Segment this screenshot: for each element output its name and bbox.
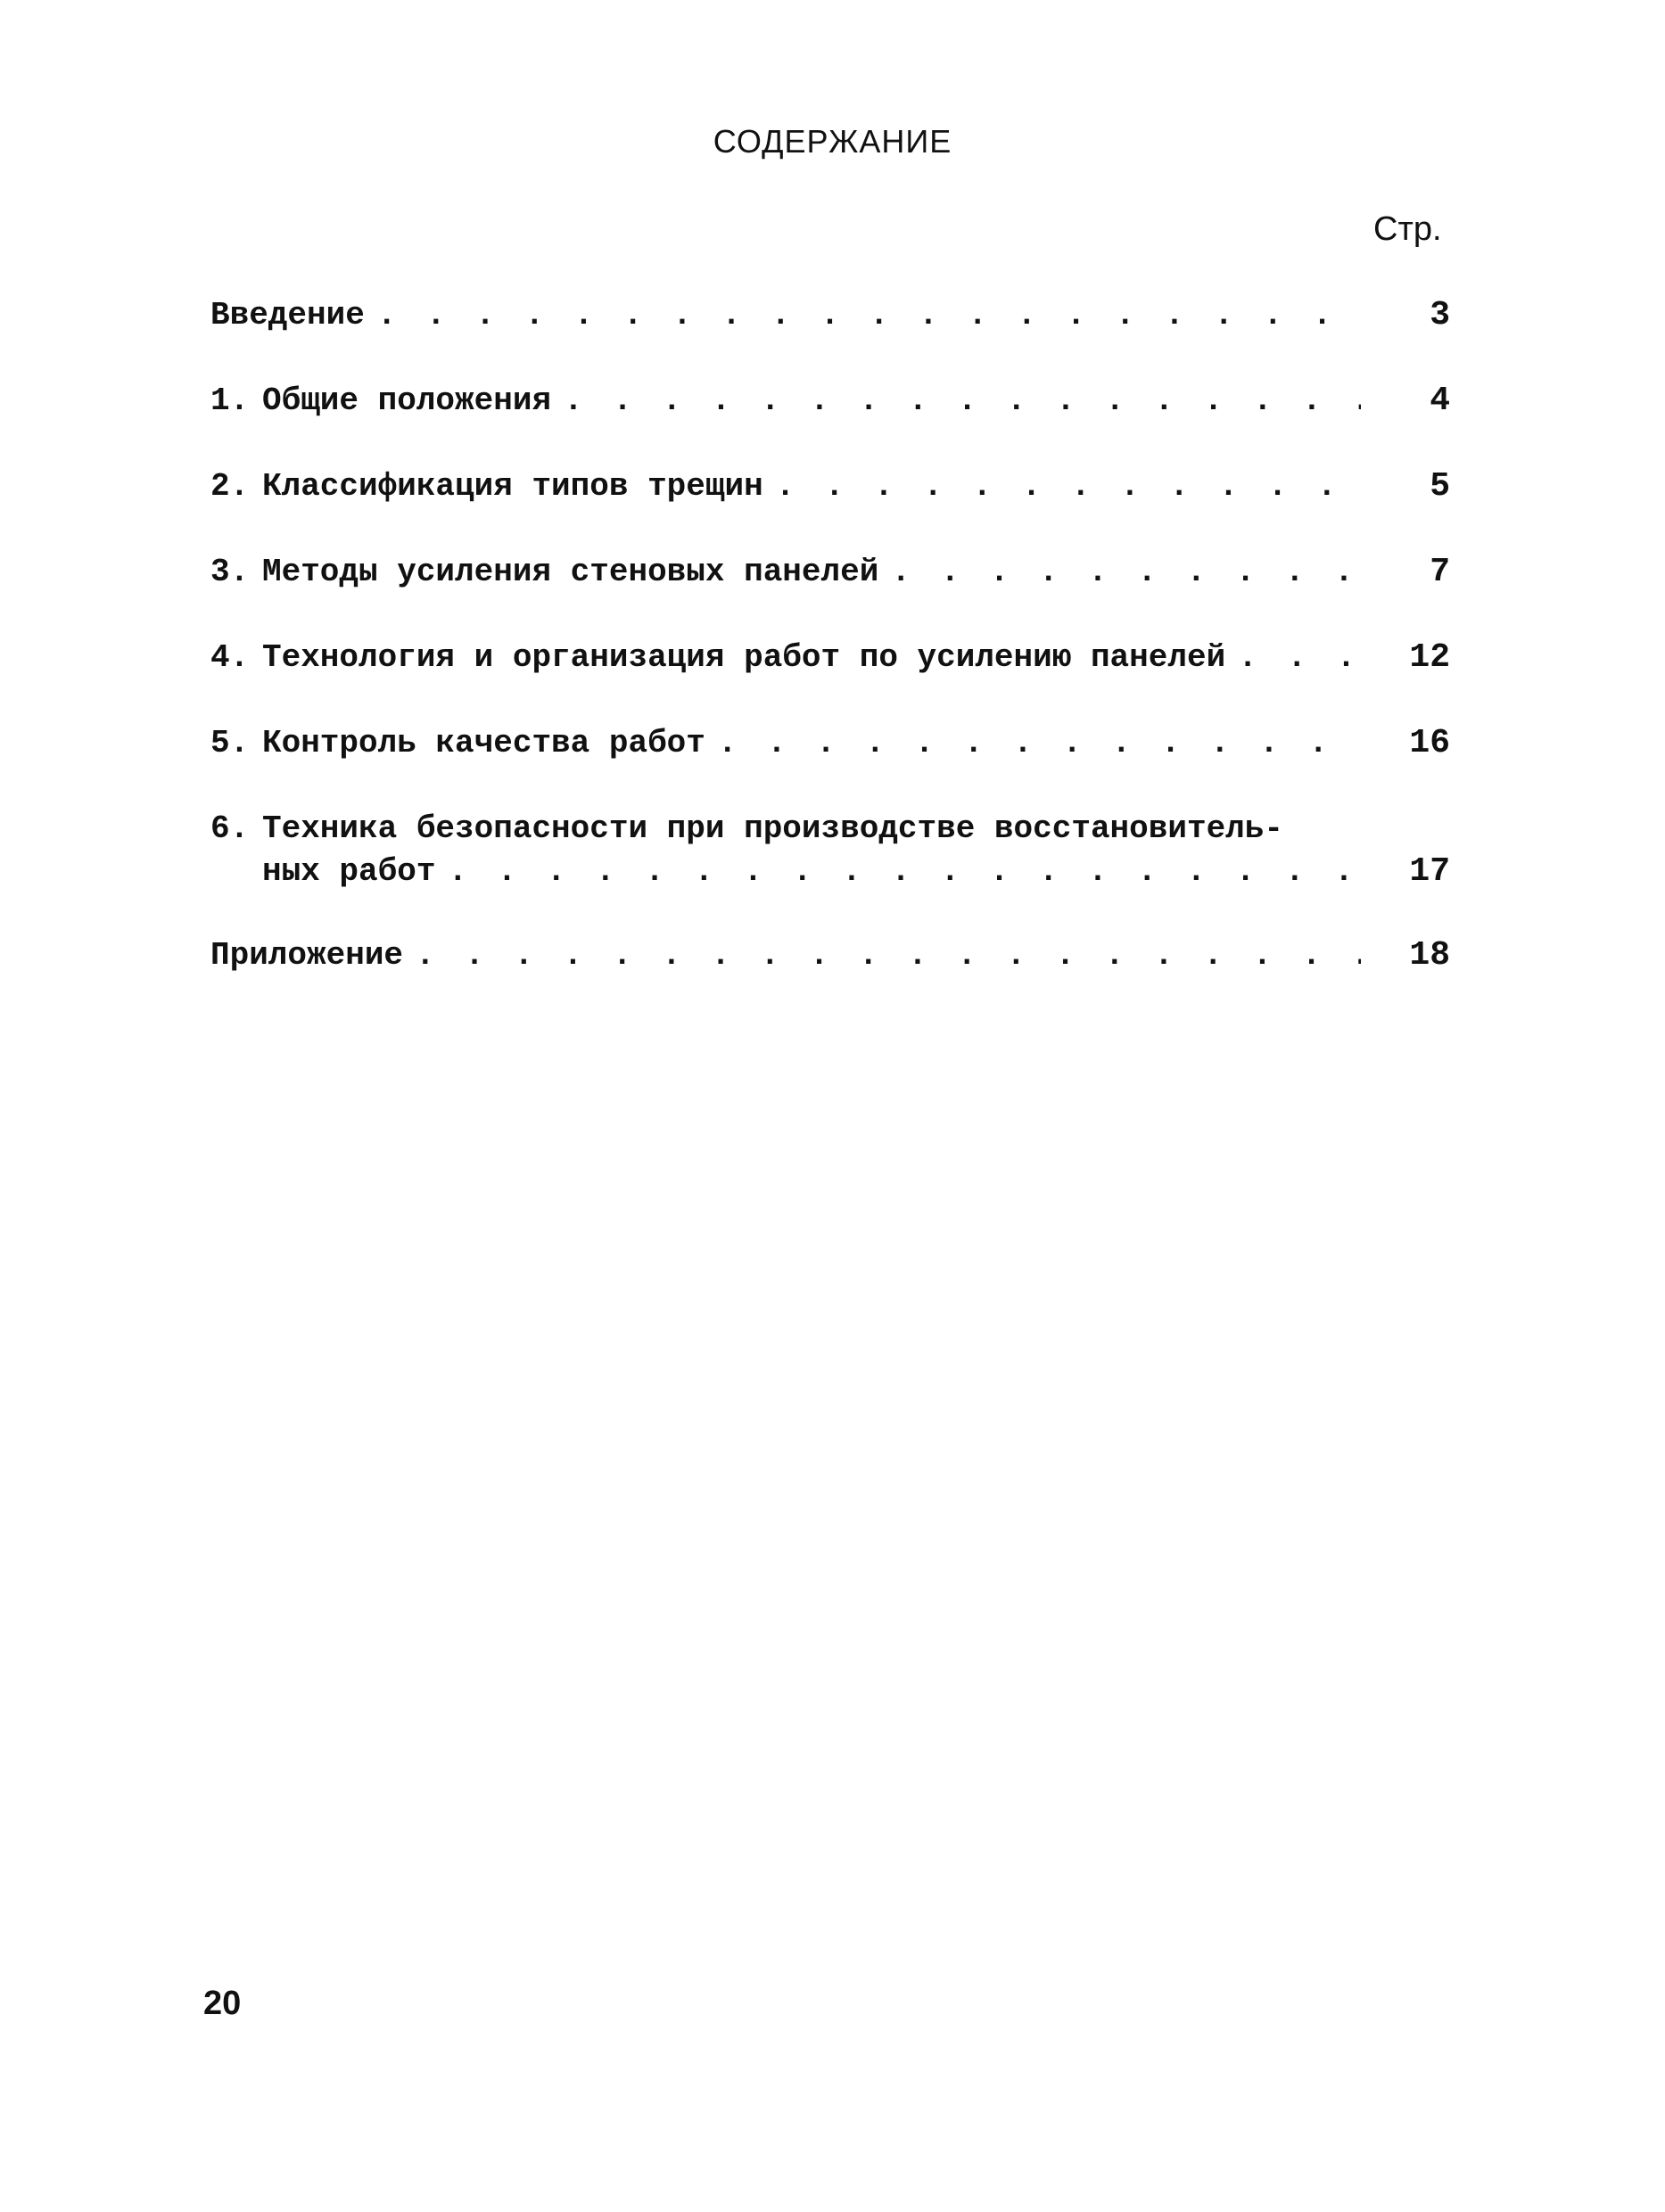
toc-entry-5[interactable] (210, 722, 1450, 808)
toc-entry-label: Контроль качества работ (262, 725, 705, 761)
toc-entry-label: Техника безопасности при производстве восстановитель- (262, 810, 1283, 847)
toc-entry-label: Приложение (210, 937, 404, 974)
dot-leader (416, 934, 1361, 977)
toc-entry-label-continuation: ных работ (262, 853, 436, 890)
page-column-header: Стр. (1373, 210, 1442, 248)
toc-entry-label: Технология и организация работ по усилению панелей (262, 639, 1226, 676)
toc-entry-label: Классификация типов трещин (262, 468, 763, 505)
table-of-contents (210, 294, 1450, 1020)
toc-entry-number: 4. (210, 639, 250, 676)
toc-entry-number: 5. (210, 725, 250, 761)
toc-entry-page: 12 (1409, 638, 1450, 677)
document-title: СОДЕРЖАНИЕ (713, 123, 952, 160)
footer-page-number: 20 (203, 1985, 242, 2022)
toc-entry-page: 16 (1409, 724, 1450, 762)
toc-entry-4[interactable] (210, 637, 1450, 722)
dot-leader (718, 722, 1361, 765)
toc-entry-page: 7 (1430, 553, 1450, 591)
dot-leader (564, 380, 1361, 423)
dot-leader (1238, 637, 1361, 679)
dot-leader (377, 294, 1361, 337)
toc-entry-6[interactable] (210, 808, 1450, 934)
toc-entry-page: 18 (1409, 936, 1450, 974)
toc-entry-page: 4 (1430, 382, 1450, 420)
toc-entry-label: Введение (210, 297, 365, 333)
toc-entry-label: Общие положения (262, 382, 552, 419)
toc-entry-number: 6. (210, 810, 250, 847)
toc-entry-page: 5 (1430, 467, 1450, 506)
dot-leader (448, 851, 1361, 893)
toc-entry-number: 2. (210, 468, 250, 505)
toc-entry-3[interactable] (210, 551, 1450, 637)
toc-entry-appendix[interactable] (210, 934, 1450, 1020)
dot-leader (776, 465, 1361, 508)
toc-entry-page: 17 (1409, 852, 1450, 891)
toc-entry-1[interactable] (210, 380, 1450, 465)
toc-entry-label: Методы усиления стеновых панелей (262, 554, 879, 590)
toc-entry-number: 1. (210, 382, 250, 419)
toc-entry-number: 3. (210, 554, 250, 590)
toc-entry-introduction[interactable] (210, 294, 1450, 380)
toc-entry-page: 3 (1430, 296, 1450, 334)
toc-entry-2[interactable] (210, 465, 1450, 551)
dot-leader (891, 551, 1361, 594)
